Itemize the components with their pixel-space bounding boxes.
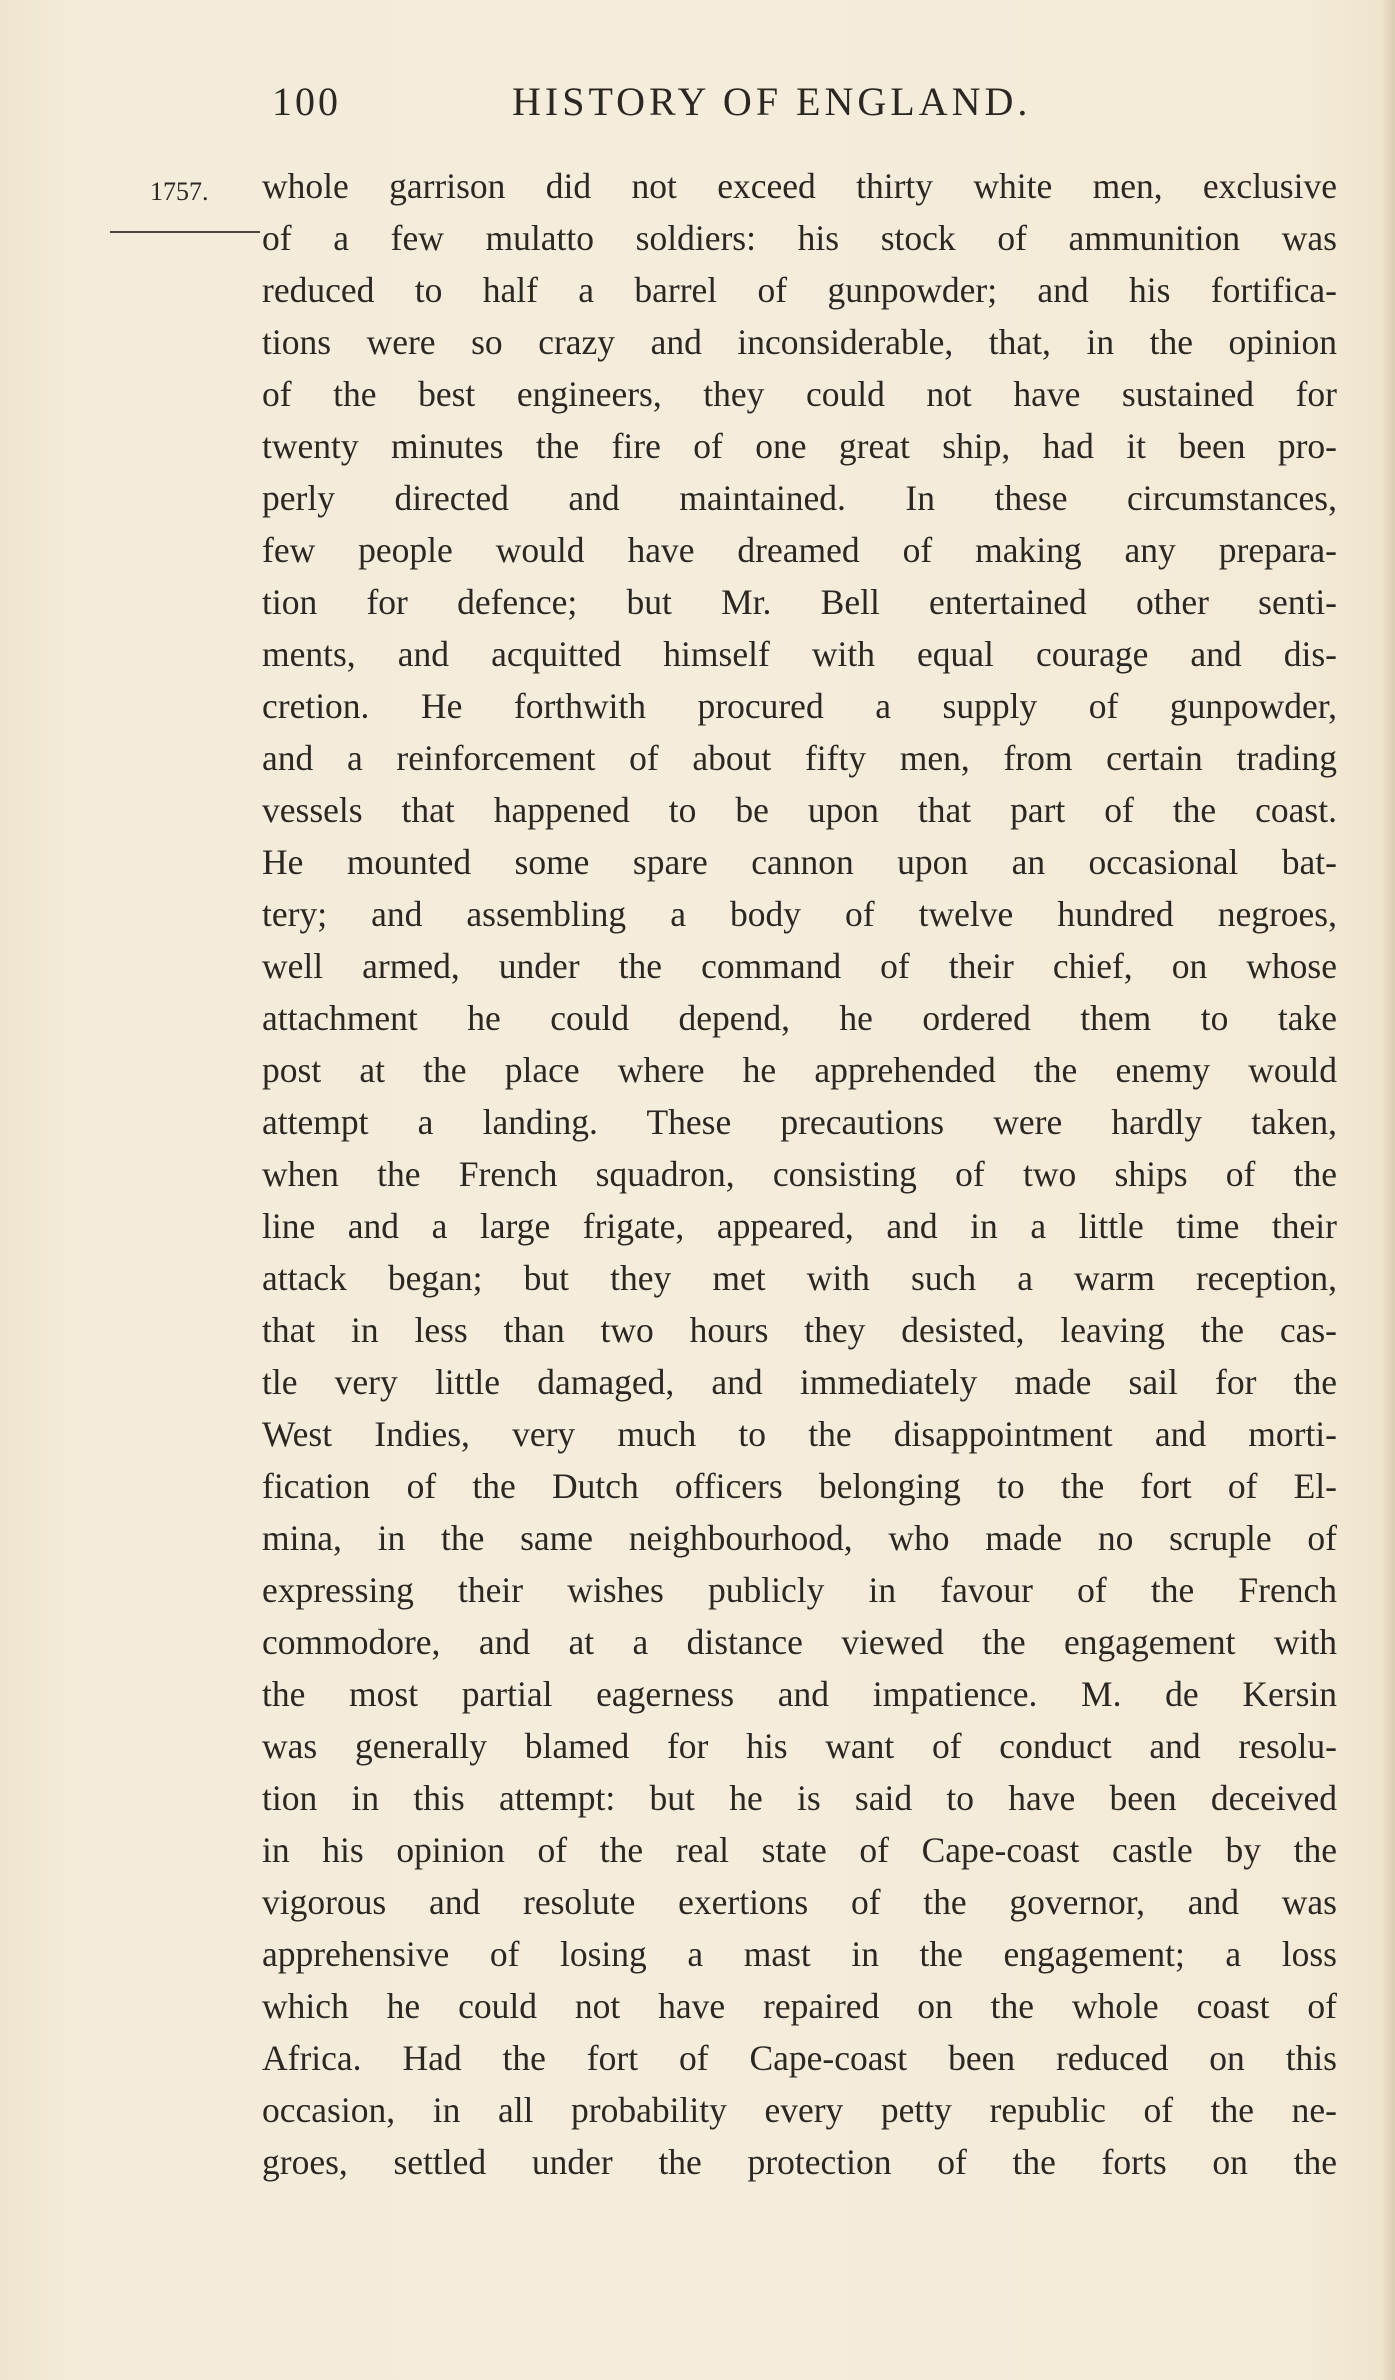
- running-head: [272, 78, 1112, 138]
- text-line: occasion, in all probability every petty republic of the ne-: [262, 2090, 1337, 2130]
- text-line: attack began; but they met with such a warm reception,: [262, 1258, 1337, 1298]
- text-line: well armed, under the command of their chief, on whose: [262, 946, 1337, 986]
- text-line: reduced to half a barrel of gunpowder; and his fortifica-: [262, 270, 1337, 310]
- text-line: tle very little damaged, and immediately made sail for the: [262, 1362, 1337, 1402]
- text-line: of the best engineers, they could not have sustained for: [262, 374, 1337, 414]
- text-line: line and a large frigate, appeared, and in a little time their: [262, 1206, 1337, 1246]
- text-line: when the French squadron, consisting of two ships of the: [262, 1154, 1337, 1194]
- text-line: tion for defence; but Mr. Bell entertained other senti-: [262, 582, 1337, 622]
- text-line: attachment he could depend, he ordered them to take: [262, 998, 1337, 1038]
- text-line: He mounted some spare cannon upon an occasional bat-: [262, 842, 1337, 882]
- text-line: commodore, and at a distance viewed the engagement with: [262, 1622, 1337, 1662]
- text-line: attempt a landing. These precautions were hardly taken,: [262, 1102, 1337, 1142]
- text-line: perly directed and maintained. In these circumstances,: [262, 478, 1337, 518]
- text-line: the most partial eagerness and impatience. M. de Kersin: [262, 1674, 1337, 1714]
- text-line: tion in this attempt: but he is said to have been deceived: [262, 1778, 1337, 1818]
- text-line: vessels that happened to be upon that part of the coast.: [262, 790, 1337, 830]
- text-line: tery; and assembling a body of twelve hundred negroes,: [262, 894, 1337, 934]
- text-line: cretion. He forthwith procured a supply of gunpowder,: [262, 686, 1337, 726]
- text-line: few people would have dreamed of making any prepara-: [262, 530, 1337, 570]
- text-line: post at the place where he apprehended the enemy would: [262, 1050, 1337, 1090]
- text-line: whole garrison did not exceed thirty white men, exclusive: [262, 166, 1337, 206]
- text-line: that in less than two hours they desisted, leaving the cas-: [262, 1310, 1337, 1350]
- text-line: fication of the Dutch officers belonging to the fort of El-: [262, 1466, 1337, 1506]
- page-title: HISTORY OF ENGLAND.: [512, 79, 1032, 124]
- text-line: mina, in the same neighbourhood, who made no scruple of: [262, 1518, 1337, 1558]
- text-line: Africa. Had the fort of Cape-coast been reduced on this: [262, 2038, 1337, 2078]
- text-line: West Indies, very much to the disappointment and morti-: [262, 1414, 1337, 1454]
- margin-rule: [110, 231, 260, 233]
- text-line: was generally blamed for his want of conduct and resolu-: [262, 1726, 1337, 1766]
- text-line: vigorous and resolute exertions of the governor, and was: [262, 1882, 1337, 1922]
- text-line: ments, and acquitted himself with equal courage and dis-: [262, 634, 1337, 674]
- page-edge-shadow: [1381, 0, 1395, 2380]
- text-line: groes, settled under the protection of the forts on the: [262, 2142, 1337, 2182]
- text-line: in his opinion of the real state of Cape-coast castle by the: [262, 1830, 1337, 1870]
- margin-year-note: 1757.: [150, 177, 209, 206]
- body-text: [262, 160, 1337, 2188]
- page-number: 100: [272, 79, 341, 124]
- text-line: of a few mulatto soldiers: his stock of ammunition was: [262, 218, 1337, 258]
- text-line: tions were so crazy and inconsiderable, that, in the opinion: [262, 322, 1337, 362]
- text-line: twenty minutes the fire of one great ship, had it been pro-: [262, 426, 1337, 466]
- text-line: apprehensive of losing a mast in the engagement; a loss: [262, 1934, 1337, 1974]
- text-line: and a reinforcement of about fifty men, from certain trading: [262, 738, 1337, 778]
- text-line: which he could not have repaired on the whole coast of: [262, 1986, 1337, 2026]
- text-line: expressing their wishes publicly in favour of the French: [262, 1570, 1337, 1610]
